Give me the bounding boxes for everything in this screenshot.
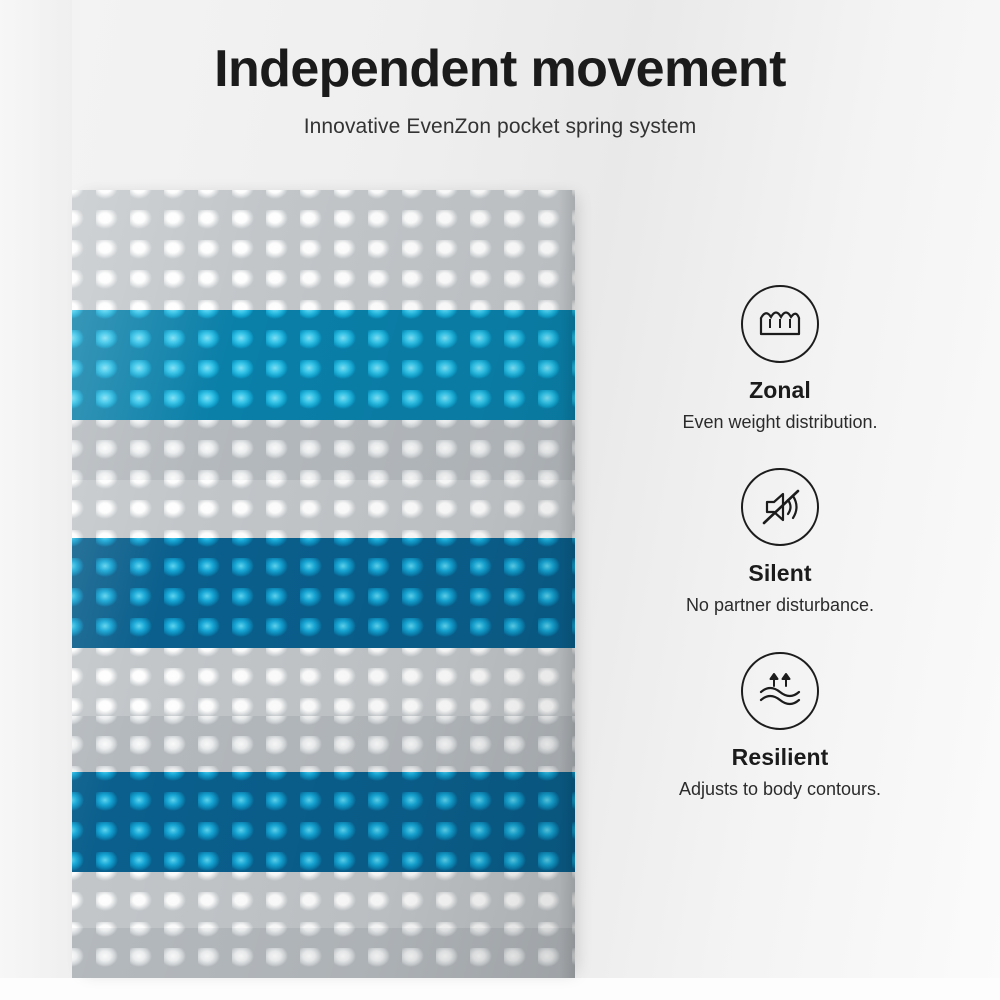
spring-band-white-3 <box>72 648 575 716</box>
spring-band-grey-3 <box>72 928 575 978</box>
resilient-bounce-icon <box>741 652 819 730</box>
background-left-panel <box>0 0 72 1000</box>
spring-band-grey-2 <box>72 716 575 772</box>
feature-title: Resilient <box>731 743 829 770</box>
feature-title: Zonal <box>749 377 811 403</box>
feature-list <box>630 285 930 835</box>
spring-band-blue-3 <box>72 772 575 872</box>
page-subtitle: Innovative EvenZon pocket spring system <box>303 114 697 138</box>
feature-description: No partner disturbance. <box>685 595 875 616</box>
spring-band-white-4 <box>72 872 575 928</box>
spring-band-blue-1 <box>72 310 575 420</box>
background-bottom-strip <box>0 978 1000 1000</box>
feature-zonal <box>630 285 930 434</box>
zonal-support-icon <box>741 285 819 363</box>
mute-speaker-icon <box>741 468 819 546</box>
feature-silent <box>630 468 930 617</box>
pocket-spring-photo <box>72 190 575 978</box>
feature-resilient <box>630 652 930 801</box>
spring-band-grey-1 <box>72 420 575 480</box>
feature-title: Silent <box>748 560 812 587</box>
feature-description: Even weight distribution. <box>682 412 878 432</box>
heading-block <box>0 42 1000 139</box>
feature-description: Adjusts to body contours. <box>678 778 882 799</box>
page-title: Independent movement <box>214 40 786 98</box>
spring-band-white-1 <box>72 190 575 310</box>
spring-band-white-2 <box>72 480 575 538</box>
spring-band-blue-2 <box>72 538 575 648</box>
